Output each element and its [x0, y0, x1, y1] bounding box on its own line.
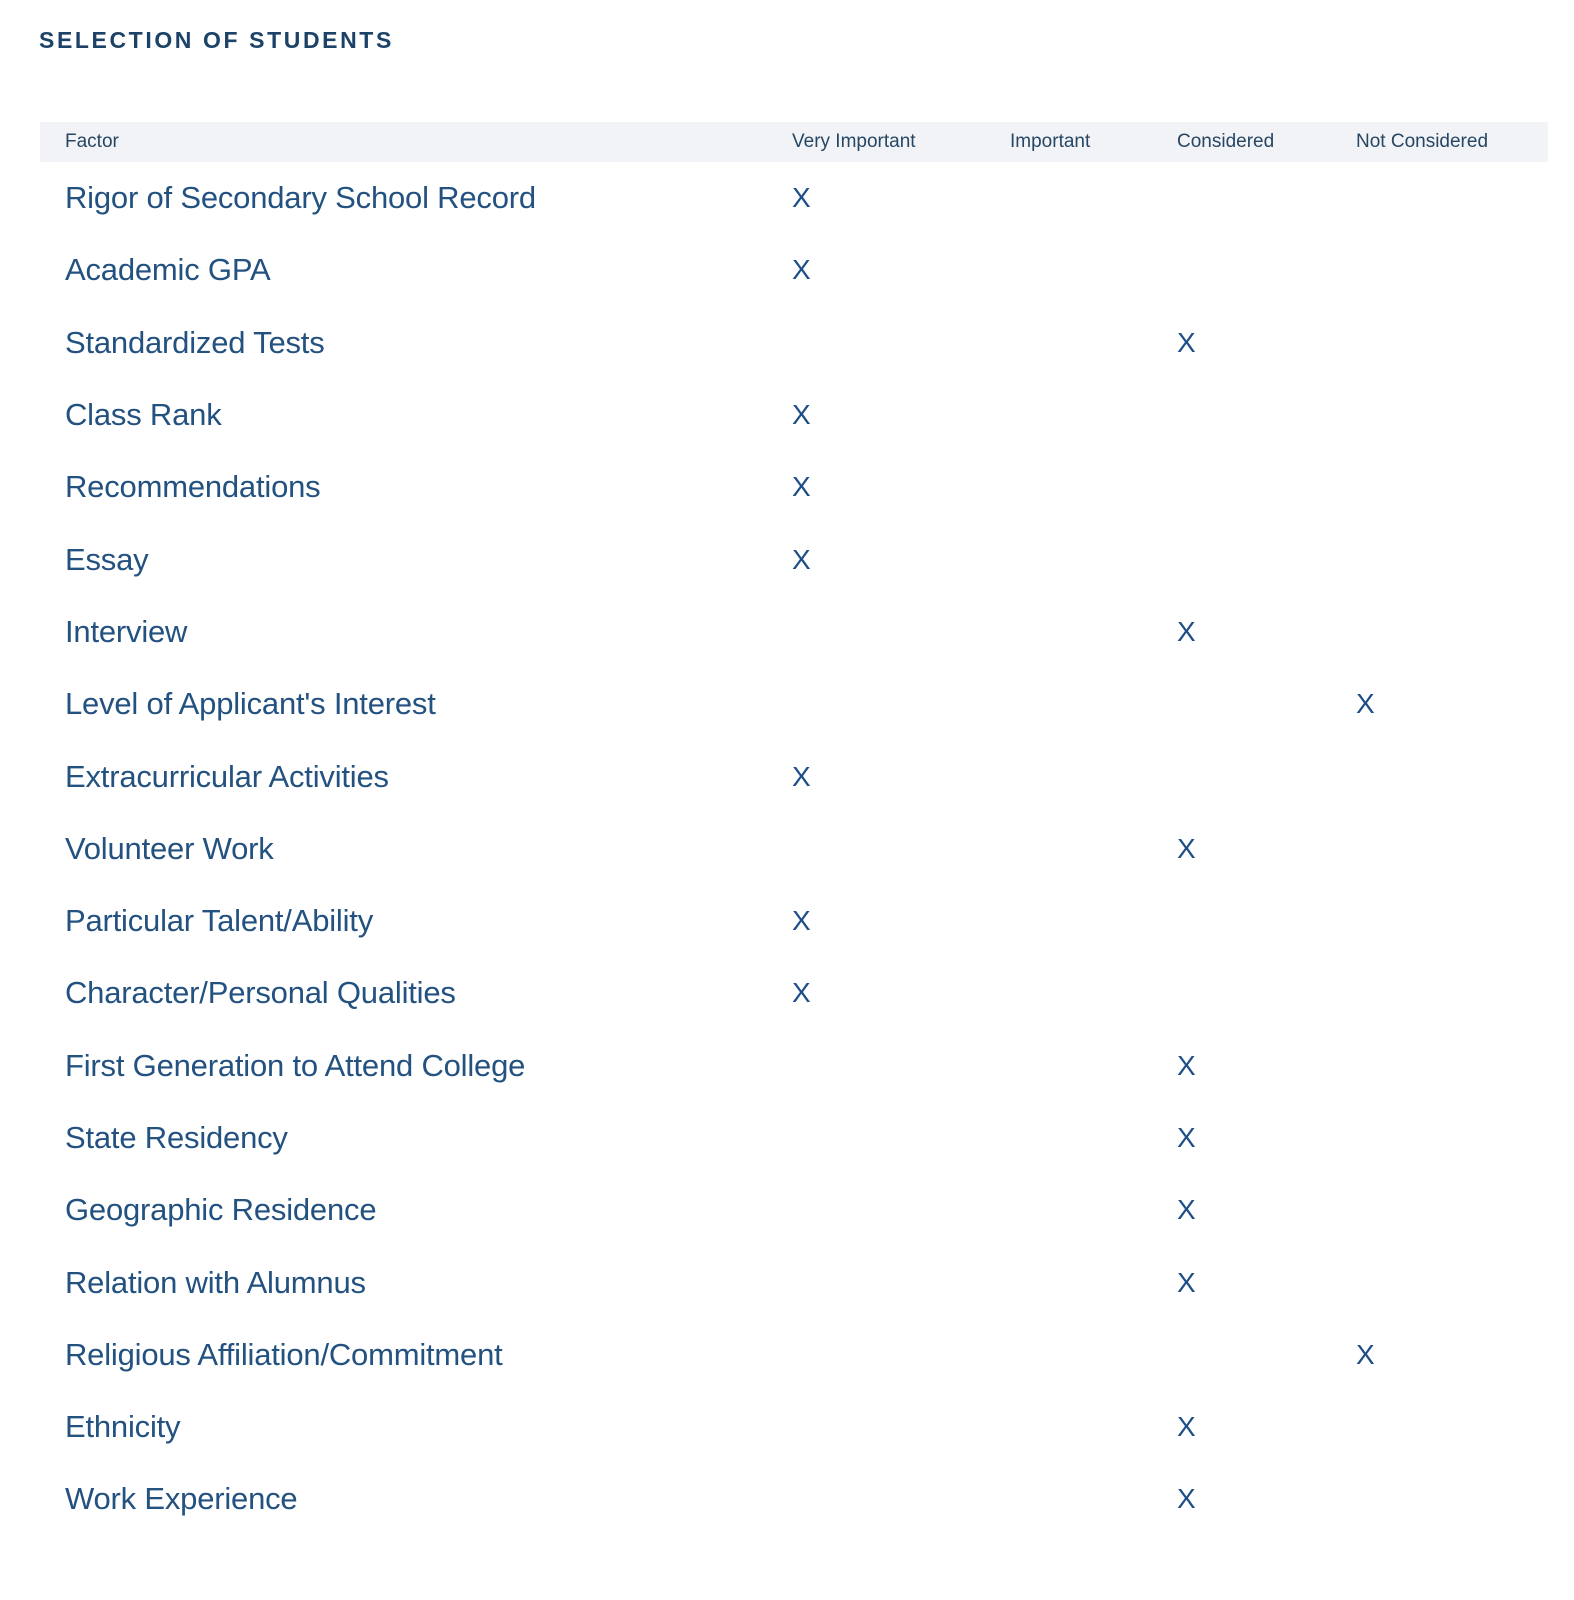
- table-row: [40, 451, 1548, 523]
- mark-very-important: X: [792, 977, 811, 1009]
- mark-not-considered: X: [1356, 1338, 1375, 1370]
- mark-very-important: X: [792, 760, 811, 792]
- table-row: [40, 740, 1548, 812]
- table-row: [40, 596, 1548, 668]
- table-row: [40, 379, 1548, 451]
- factor-label: Essay: [65, 541, 149, 577]
- factor-label: Interview: [65, 613, 188, 649]
- mark-very-important: X: [792, 182, 811, 214]
- factor-label: Ethnicity: [65, 1409, 181, 1445]
- mark-very-important: X: [792, 543, 811, 575]
- factor-label: Relation with Alumnus: [65, 1264, 366, 1300]
- table-row: [40, 307, 1548, 379]
- factor-label: Particular Talent/Ability: [65, 903, 374, 939]
- mark-considered: X: [1177, 1194, 1196, 1226]
- table-row: [40, 1174, 1548, 1246]
- column-header-important: Important: [1010, 131, 1091, 152]
- mark-very-important: X: [792, 399, 811, 431]
- factor-label: State Residency: [65, 1120, 288, 1155]
- factor-label: Standardized Tests: [65, 324, 325, 360]
- page-title: SELECTION OF STUDENTS: [39, 27, 394, 53]
- mark-considered: X: [1177, 1483, 1196, 1515]
- mark-considered: X: [1177, 832, 1196, 864]
- table-header-row: [40, 122, 1548, 162]
- mark-considered: X: [1177, 1411, 1196, 1443]
- mark-very-important: X: [792, 254, 811, 286]
- factor-label: Class Rank: [65, 397, 222, 433]
- factor-label: Character/Personal Qualities: [65, 975, 456, 1011]
- table-row: [40, 1246, 1548, 1318]
- table-row: [40, 523, 1548, 595]
- table-row: [40, 1391, 1548, 1463]
- factor-label: Volunteer Work: [65, 830, 274, 866]
- factor-label: Religious Affiliation/Commitment: [65, 1336, 503, 1372]
- table-row: [40, 885, 1548, 957]
- column-header-factor: Factor: [65, 131, 119, 152]
- table-row: [40, 813, 1548, 885]
- mark-not-considered: X: [1356, 688, 1375, 720]
- table-row: [40, 668, 1548, 740]
- table-row: [40, 957, 1548, 1029]
- selection-table: [40, 122, 1548, 1536]
- mark-considered: X: [1177, 326, 1196, 358]
- mark-considered: X: [1177, 1266, 1196, 1298]
- table-row: [40, 1319, 1548, 1391]
- mark-considered: X: [1177, 615, 1196, 647]
- factor-label: Work Experience: [65, 1481, 298, 1517]
- table-row: [40, 234, 1548, 306]
- column-header-not-considered: Not Considered: [1356, 131, 1489, 152]
- mark-very-important: X: [792, 471, 811, 503]
- mark-very-important: X: [792, 905, 811, 937]
- mark-considered: X: [1177, 1049, 1196, 1081]
- factor-label: Geographic Residence: [65, 1192, 377, 1228]
- factor-label: Rigor of Secondary School Record: [65, 180, 536, 216]
- table-row: [40, 1102, 1548, 1174]
- factor-label: Level of Applicant's Interest: [65, 686, 436, 722]
- column-header-considered: Considered: [1177, 131, 1275, 152]
- column-header-very-important: Very Important: [792, 131, 916, 152]
- factor-label: Recommendations: [65, 469, 321, 505]
- table-body: [40, 162, 1548, 1536]
- mark-considered: X: [1177, 1122, 1196, 1153]
- factor-label: First Generation to Attend College: [65, 1047, 526, 1083]
- factor-label: Academic GPA: [65, 252, 271, 288]
- table-row: [40, 1463, 1548, 1535]
- table-row: [40, 162, 1548, 234]
- factor-label: Extracurricular Activities: [65, 758, 389, 794]
- table-row: [40, 1030, 1548, 1102]
